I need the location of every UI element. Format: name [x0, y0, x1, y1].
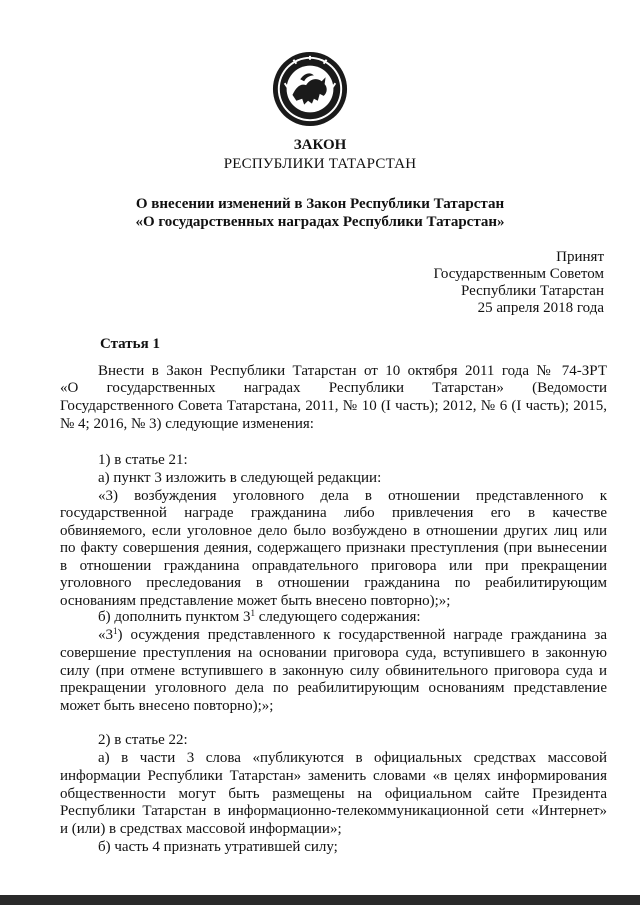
item2-a-line: а) в части 3 слова «публикуются в официальных средствах массовой — [98, 750, 607, 766]
adopted-date: 25 апреля 2018 года — [477, 300, 604, 316]
item1-label: 1) в статье 21: — [98, 452, 188, 468]
item2-a-line: информации Республики Татарстан» заменить словами «в целях информирования — [60, 768, 607, 784]
adopted-line-1: Принят — [556, 249, 604, 265]
item1-b-line: «$3^1$) осуждения представленного к государственной награде гражданина за — [98, 626, 607, 643]
law-subtitle: РЕСПУБЛИКИ ТАТАРСТАН — [223, 156, 417, 172]
law-title: ЗАКОН — [293, 137, 347, 153]
intro-line: № 4; 2016, № 3) следующие изменения: — [60, 416, 314, 432]
item1-b-line: силу (при отмене вступившего в законную силу обвинительного приговора суда и — [60, 663, 607, 679]
item1-a-line: основаниям представление может быть внесено повторно);»; — [60, 593, 451, 609]
item1-a-line: обвиняемого, если уголовное дело было возбуждено в отношении других лиц или — [60, 523, 607, 539]
article-heading: Статья 1 — [100, 336, 160, 352]
item1-b-line: прекращении уголовного дела по реабилитирующим основаниям представление — [60, 680, 607, 696]
item1-b-line: совершение преступления на основании приговора суда, вступившего в законную — [60, 645, 607, 661]
item1-b-line: может быть внесено повторно);»; — [60, 698, 274, 714]
adopted-line-3: Республики Татарстан — [460, 283, 604, 299]
item1-a-line: уголовного преследования в отношении гражданина по реабилитирующим — [60, 575, 607, 591]
law-heading-line-1: О внесении изменений в Закон Республики Татарстан — [135, 196, 505, 212]
tatarstan-emblem-icon — [271, 50, 349, 128]
item1-a-line: в отношении гражданина оправдательного приговора или при прекращении — [60, 558, 607, 574]
item2-a-line: и (или) в средствах массовой информации»; — [60, 821, 342, 837]
law-heading-line-2: «О государственных наградах Республики Татарстан» — [135, 214, 505, 230]
intro-line: «О государственных наградах Республики Татарстан» (Ведомости — [60, 380, 607, 396]
item1-a-label: а) пункт 3 изложить в следующей редакции: — [98, 470, 382, 486]
item2-a-line: общественности могут быть размещены на официальном сайте Президента — [60, 786, 607, 802]
item2-label: 2) в статье 22: — [98, 732, 188, 748]
item2-a-line: Республики Татарстан в информационно-телекоммуникационной сети «Интернет» — [60, 803, 607, 819]
item1-a-line: «3) возбуждения уголовного дела в отношении представленного к — [98, 488, 607, 504]
item2-b-line: б) часть 4 признать утратившей силу; — [98, 839, 338, 855]
intro-line: Внести в Закон Республики Татарстан от 10 октября 2011 года № 74-ЗРТ — [98, 363, 607, 379]
scan-edge-divider — [0, 895, 640, 905]
intro-line: Государственного Совета Татарстана, 2011, № 10 (I часть); 2012, № 6 (I часть); 2015, — [60, 398, 607, 414]
item1-a-line: государственной награде гражданина либо привлечения его в качестве — [60, 505, 607, 521]
adopted-line-2: Государственным Советом — [433, 266, 604, 282]
item1-a-line: по факту совершения деяния, содержащего признаки преступления (при вынесении — [60, 540, 607, 556]
item1-b-label: б) дополнить пунктом $3^1$ следующего содержания: — [98, 608, 421, 625]
